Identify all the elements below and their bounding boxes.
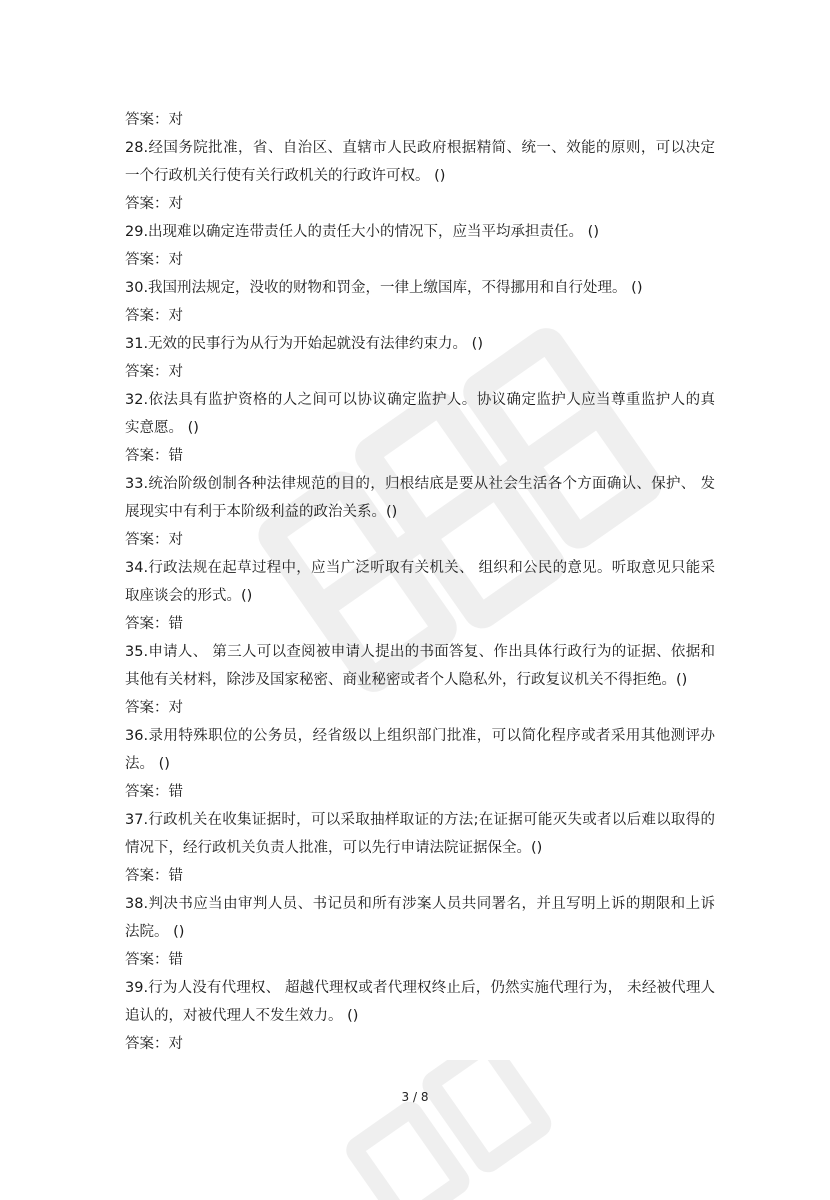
answer-text: 答案：对 [125,252,183,268]
question-line: 法。 () [125,756,170,772]
answer-text: 答案：对 [125,700,183,716]
question-item [125,274,715,302]
question-line: 一个行政机关行使有关行政机关的行政许可权。 () [125,168,446,184]
question-line: 31.无效的民事行为从行为开始起就没有法律约束力。 () [125,336,483,352]
question-item [125,974,715,1030]
answer-text: 答案：对 [125,196,183,212]
answer-text: 答案：对 [125,364,183,380]
question-line: 36.录用特殊职位的公务员，经省级以上组织部门批准，可以简化程序或者采用其他测评办 [125,728,715,744]
question-line: 34.行政法规在起草过程中，应当广泛听取有关机关、 组织和公民的意见。听取意见只能采 [125,560,715,576]
question-line: 29.出现难以确定连带责任人的责任大小的情况下，应当平均承担责任。 () [125,224,599,240]
answer-text: 答案：错 [125,448,183,464]
question-item [125,890,715,946]
answer-text: 答案：对 [125,1036,183,1052]
question-item [125,470,715,526]
answer-text: 答案：错 [125,784,183,800]
answer-text: 答案：对 [125,308,183,324]
question-line: 39.行为人没有代理权、 超越代理权或者代理权终止后，仍然实施代理行为， 未经被代理人 [125,980,715,996]
question-item [125,386,715,442]
question-item [125,722,715,778]
question-line: 33.统治阶级创制各种法律规范的目的，归根结底是要从社会生活各个方面确认、保护、 发 [125,476,715,492]
question-line: 追认的，对被代理人不发生效力。 () [125,1008,359,1024]
question-line: 展现实中有利于本阶级利益的政治关系。() [125,504,398,520]
answer-text: 答案：对 [125,532,183,548]
answer-text: 答案：错 [125,952,183,968]
watermark-icon [340,1060,560,1200]
question-line: 37.行政机关在收集证据时，可以采取抽样取证的方法;在证据可能灭失或者以后难以取得的 [125,812,715,828]
question-item [125,554,715,610]
question-item [125,806,715,862]
page-indicator: 3 / 8 [401,1090,429,1104]
question-item [125,218,715,246]
question-line: 实意愿。 () [125,420,199,436]
question-line: 法院。 () [125,924,185,940]
question-line: 38.判决书应当由审判人员、书记员和所有涉案人员共同署名，并且写明上诉的期限和上诉 [125,896,715,912]
question-line: 28.经国务院批准，省、自治区、直辖市人民政府根据精简、统一、效能的原则，可以决定 [125,140,715,156]
answer-text: 答案：对 [125,112,183,128]
question-line: 取座谈会的形式。() [125,588,253,604]
question-list [125,106,715,1058]
question-line: 其他有关材料，除涉及国家秘密、商业秘密或者个人隐私外，行政复议机关不得拒绝。() [125,672,688,688]
question-line: 35.申请人、 第三人可以查阅被申请人提出的书面答复、作出具体行政行为的证据、依据和 [125,644,715,660]
answer-text: 答案：错 [125,868,183,884]
question-item [125,330,715,358]
question-item [125,638,715,694]
question-item [125,134,715,190]
question-line: 32.依法具有监护资格的人之间可以协议确定监护人。协议确定监护人应当尊重监护人的真 [125,392,715,408]
answer-text: 答案：错 [125,616,183,632]
question-line: 情况下，经行政机关负责人批准，可以先行申请法院证据保全。() [125,840,543,856]
question-line: 30.我国刑法规定，没收的财物和罚金，一律上缴国库，不得挪用和自行处理。 () [125,280,643,296]
